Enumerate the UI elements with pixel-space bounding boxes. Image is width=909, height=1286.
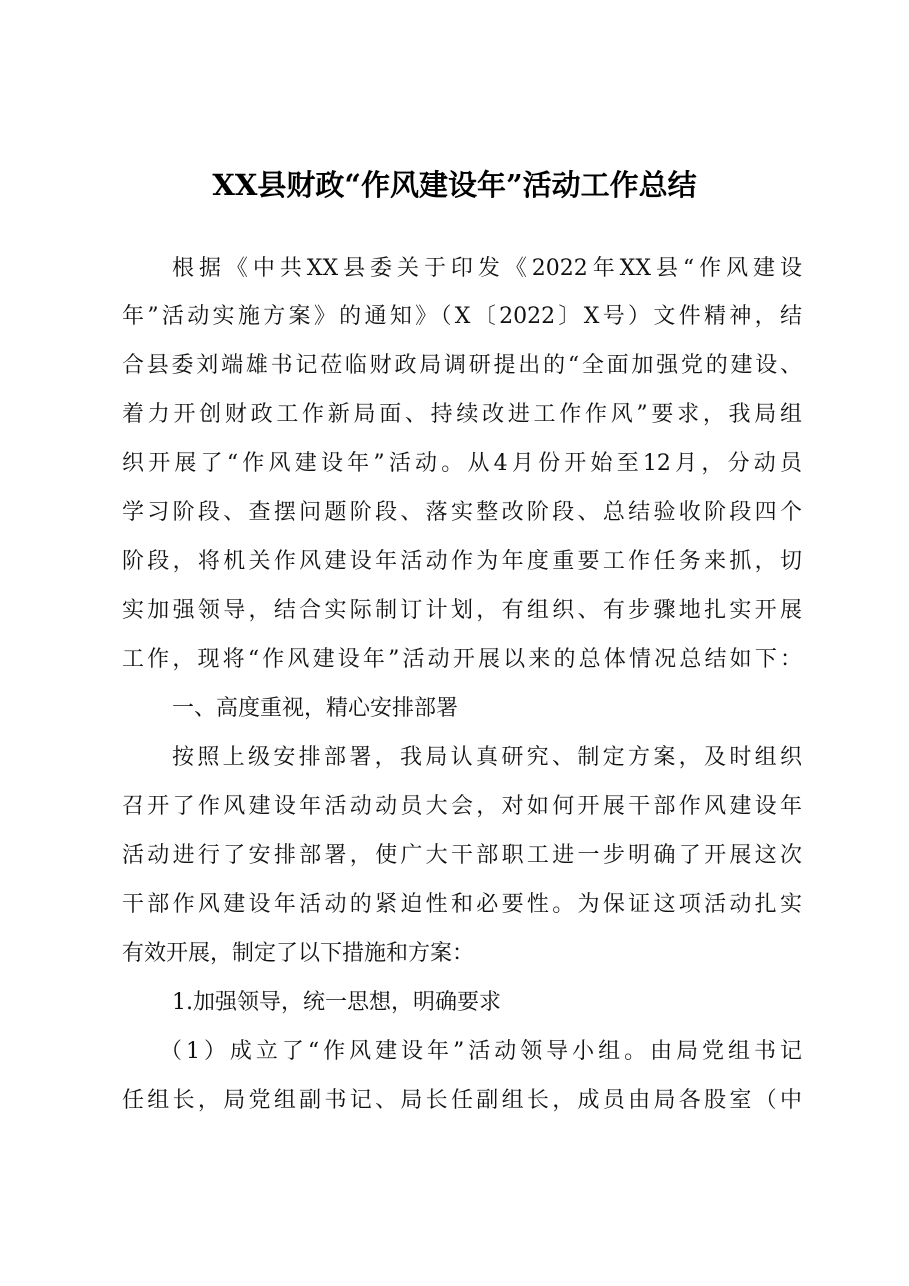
paragraph-line: 合县委刘端雄书记莅临财政局调研提出的“全面加强党的建设、 bbox=[122, 353, 802, 378]
paragraph-line: 任组长，局党组副书记、局长任副组长，成员由局各股室（中 bbox=[122, 1088, 802, 1113]
paragraph-line: 按照上级安排部署，我局认真研究、制定方案，及时组织 bbox=[172, 745, 802, 770]
paragraph-line: 阶段，将机关作风建设年活动作为年度重要工作任务来抓，切 bbox=[122, 549, 802, 574]
section-heading: 一、高度重视，精心安排部署 bbox=[172, 696, 459, 721]
paragraph-line: 学习阶段、查摆问题阶段、落实整改阶段、总结验收阶段四个 bbox=[122, 500, 802, 525]
paragraph-line: 活动进行了安排部署，使广大干部职工进一步明确了开展这次 bbox=[122, 843, 802, 868]
paragraph-line: （1）成立了“作风建设年”活动领导小组。由局党组书记 bbox=[160, 1039, 802, 1064]
paragraph-line: 织开展了“作风建设年”活动。从4月份开始至12月，分动员 bbox=[122, 451, 802, 476]
paragraph-line: 着力开创财政工作新局面、持续改进工作作风”要求，我局组 bbox=[122, 402, 802, 427]
paragraph-line: 工作，现将“作风建设年”活动开展以来的总体情况总结如下： bbox=[122, 647, 802, 672]
subsection-heading: 1.加强领导，统一思想，明确要求 bbox=[172, 990, 501, 1015]
paragraph-line: 根据《中共XX县委关于印发《2022年XX县“作风建设 bbox=[172, 256, 802, 281]
paragraph-line: 干部作风建设年活动的紧迫性和必要性。为保证这项活动扎实 bbox=[122, 892, 802, 917]
paragraph-line: 有效开展，制定了以下措施和方案： bbox=[122, 941, 475, 966]
document-title: XX县财政“作风建设年”活动工作总结 bbox=[212, 168, 697, 202]
paragraph-line: 年”活动实施方案》的通知》（X〔2022〕X号）文件精神，结 bbox=[122, 304, 802, 329]
paragraph-line: 召开了作风建设年活动动员大会，对如何开展干部作风建设年 bbox=[122, 794, 802, 819]
paragraph-line: 实加强领导，结合实际制订计划，有组织、有步骤地扎实开展 bbox=[122, 598, 802, 623]
